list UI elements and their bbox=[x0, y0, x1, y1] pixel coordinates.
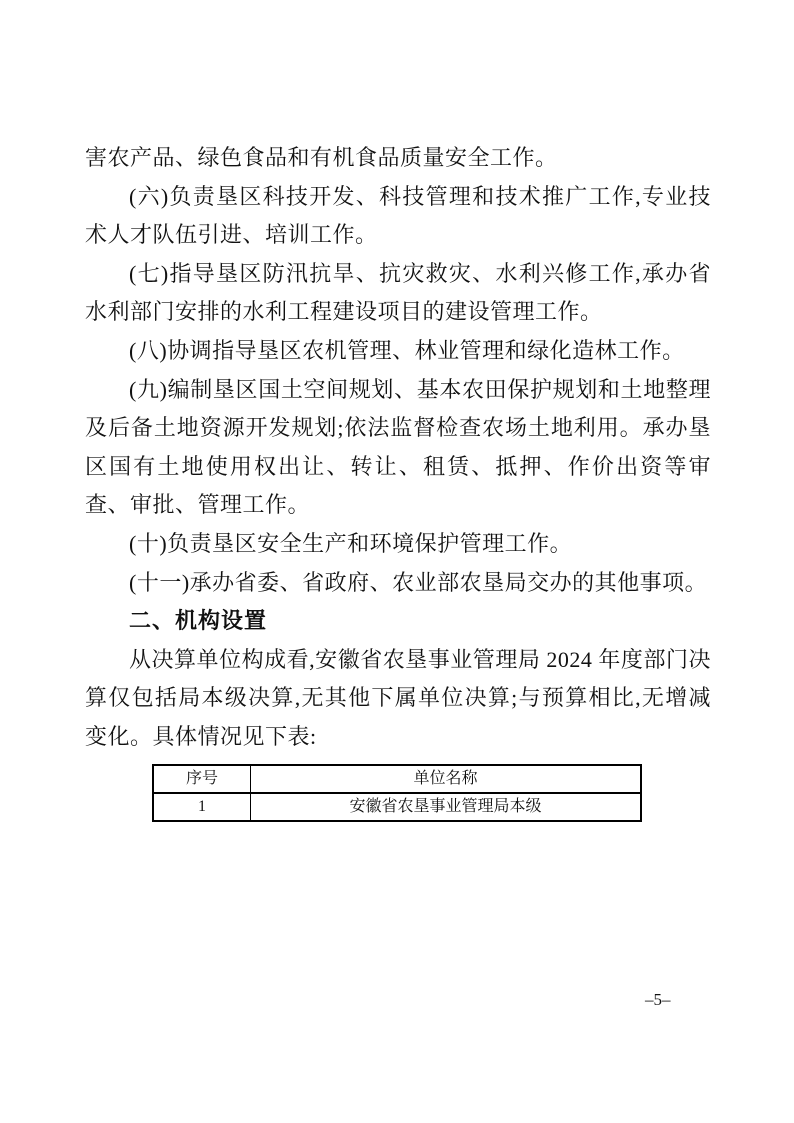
unit-list-table bbox=[152, 764, 642, 822]
paragraph-continuation: 害农产品、绿色食品和有机食品质量安全工作。 bbox=[85, 145, 558, 170]
table-header-row bbox=[153, 765, 641, 793]
paragraph-duty-11: (十一)承办省委、省政府、农业部农垦局交办的其他事项。 bbox=[129, 569, 708, 595]
table-cell-sequence: 1 bbox=[153, 793, 251, 821]
table-cell-unit-name: 安徽省农垦事业管理局本级 bbox=[251, 793, 642, 821]
page-content bbox=[85, 139, 711, 822]
paragraph-duty-7: (七)指导垦区防汛抗旱、抗灾救灾、水利兴修工作,承办省水利部门安排的水利工程建设项目的建设管理工作。 bbox=[85, 260, 711, 325]
paragraph-duty-6: (六)负责垦区科技开发、科技管理和技术推广工作,专业技术人才队伍引进、培训工作。 bbox=[85, 183, 711, 248]
table-header-unit-name: 单位名称 bbox=[251, 765, 642, 793]
paragraph-duty-8: (八)协调指导垦区农机管理、林业管理和绿化造林工作。 bbox=[129, 337, 685, 363]
table-header-sequence: 序号 bbox=[153, 765, 251, 793]
paragraph-duty-9: (九)编制垦区国土空间规划、基本农田保护规划和土地整理及后备土地资源开发规划;依法监督检查农场土地利用。承办垦区国有土地使用权出让、转让、租赁、抵押、作价出资等审查、审批、管理工作。 bbox=[85, 376, 711, 518]
table-row bbox=[153, 793, 641, 821]
paragraph-duty-10: (十)负责垦区安全生产和环境保护管理工作。 bbox=[129, 530, 573, 556]
page-number: –5– bbox=[645, 990, 671, 1009]
section-heading-organization-setup: 二、机构设置 bbox=[129, 608, 268, 634]
paragraph-organization-description: 从决算单位构成看,安徽省农垦事业管理局 2024 年度部门决算仅包括局本级决算,无其他下属单位决算;与预算相比,无增减变化。具体情况见下表: bbox=[85, 646, 711, 749]
